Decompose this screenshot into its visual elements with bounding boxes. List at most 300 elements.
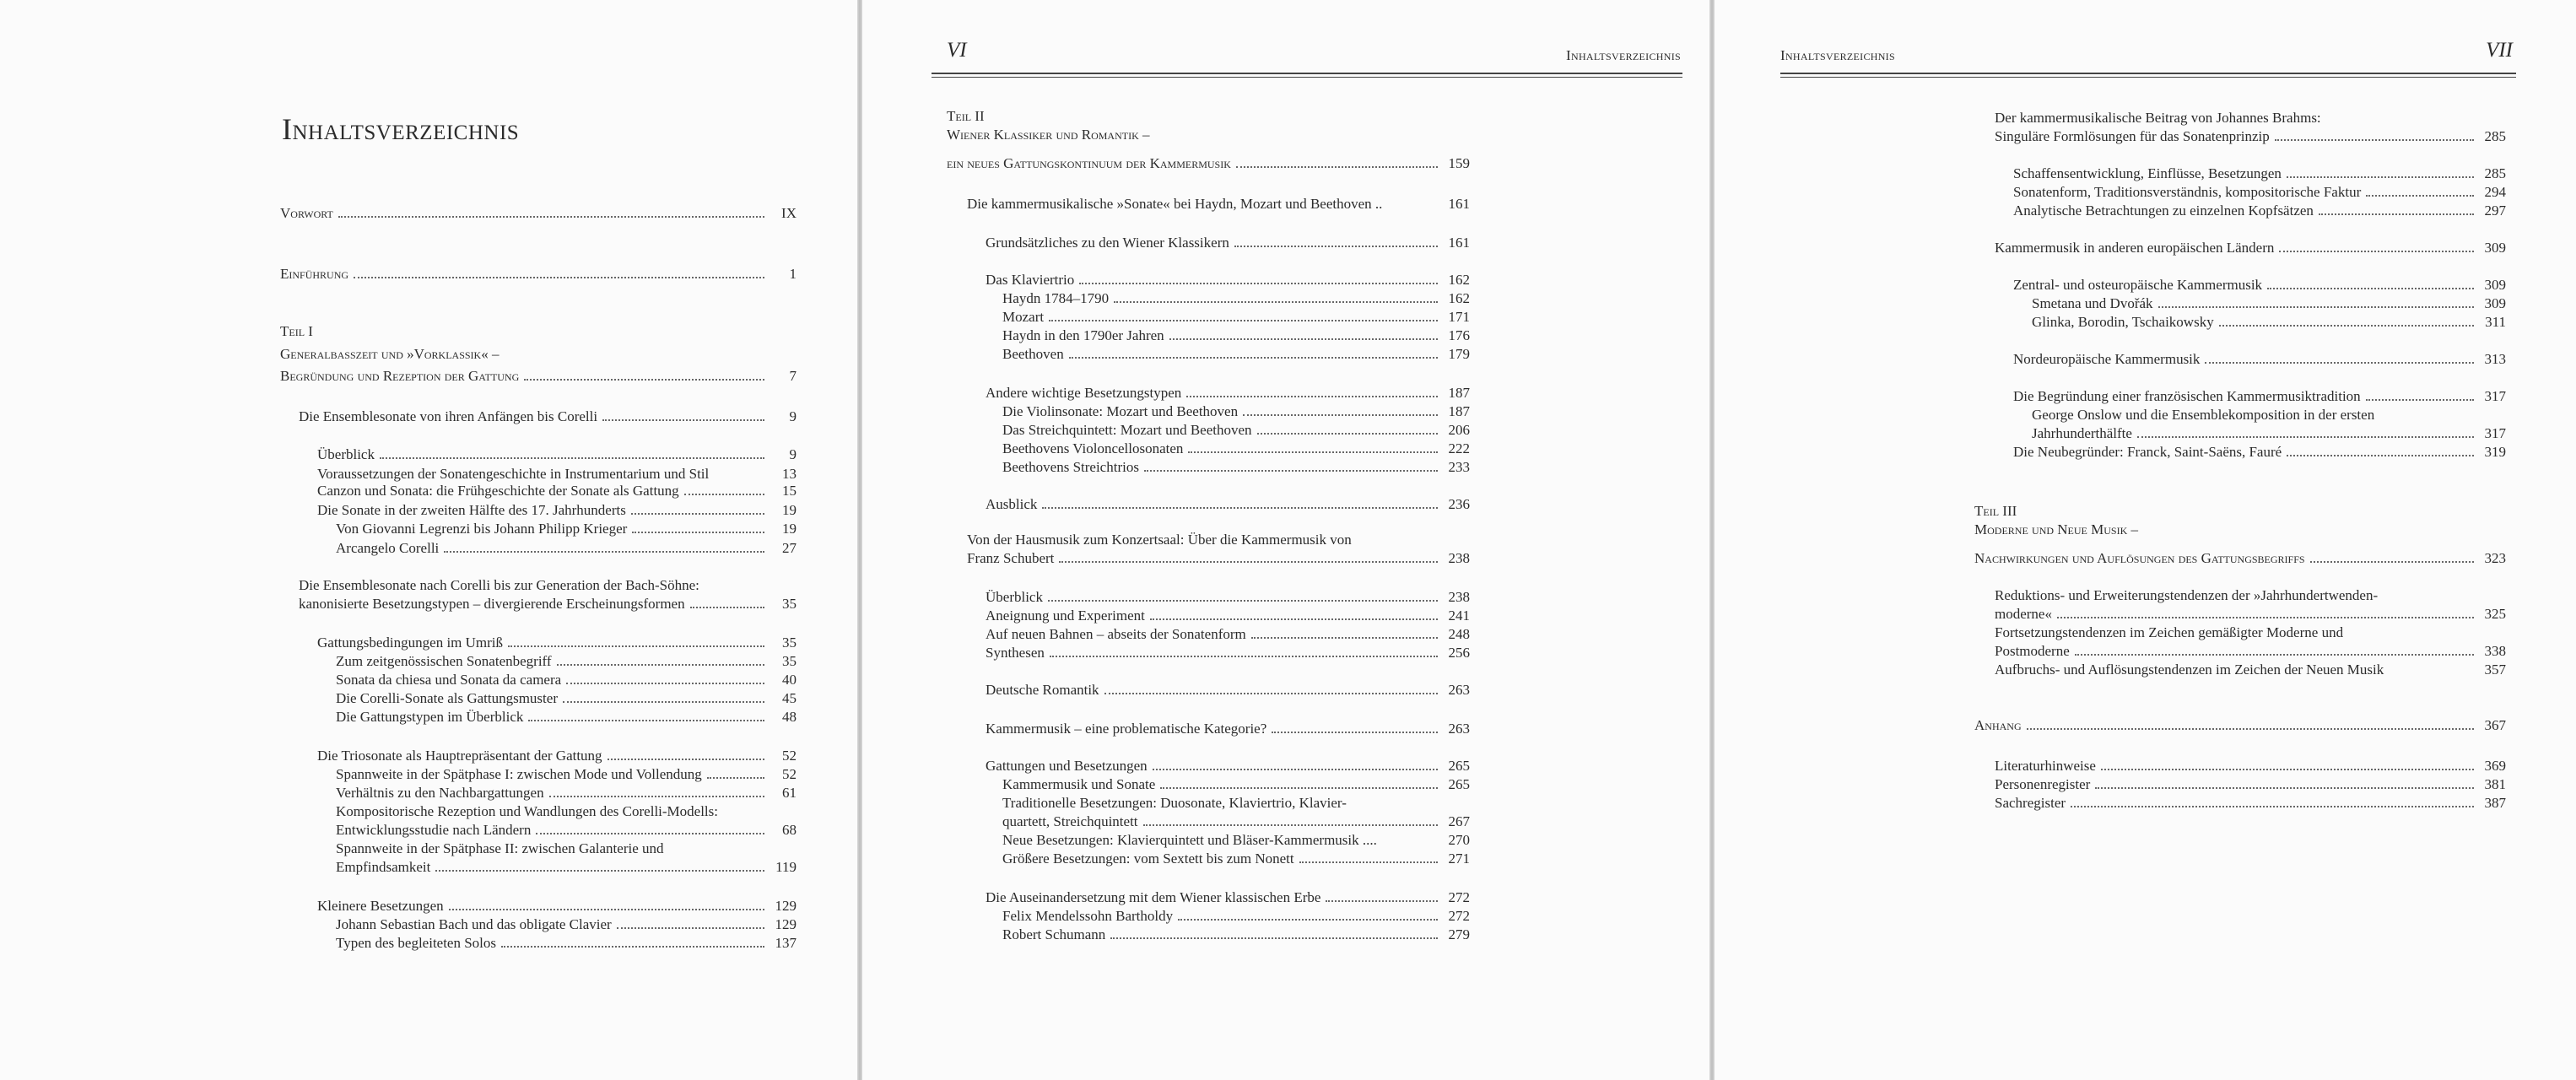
toc-entry-title: Grundsätzliches zu den Wiener Klassikern <box>986 235 1229 251</box>
dot-leader <box>608 759 764 760</box>
toc-entry-page: 248 <box>1448 626 1470 642</box>
toc-entry-title: Das Klaviertrio <box>986 272 1075 288</box>
toc-entry <box>1995 795 2506 813</box>
toc-entry-title: Gattungsbedingungen im Umriß <box>317 634 504 651</box>
toc-entry-title: Beethoven <box>1002 346 1064 362</box>
toc-entry <box>1995 202 2506 221</box>
toc-entry-page: 1 <box>789 266 797 282</box>
toc-entry-page: 297 <box>2484 202 2506 219</box>
toc-entry-title: Das Streichquintett: Mozart und Beethoven <box>1002 422 1252 438</box>
toc-entry-page: 35 <box>782 596 797 612</box>
toc-heading: Inhaltsverzeichnis <box>282 112 520 146</box>
running-title: Inhaltsverzeichnis <box>1780 47 1895 63</box>
toc-entry <box>1995 776 2506 795</box>
dot-leader <box>1059 561 1438 563</box>
dot-leader <box>1143 824 1438 826</box>
toc-entry-title: Beethovens Violoncellosonaten <box>1002 440 1184 456</box>
toc-entry <box>1995 240 2506 258</box>
toc-entry-page: 129 <box>775 898 797 914</box>
toc-entry <box>930 290 1470 309</box>
toc-entry <box>280 803 797 822</box>
dot-leader <box>2319 213 2474 215</box>
dot-leader <box>1178 919 1438 921</box>
toc-entry-page: 9 <box>789 446 797 462</box>
toc-entry-page: 61 <box>782 785 797 801</box>
toc-entry-title: Verhältnis zu den Nachbargattungen <box>336 785 544 801</box>
toc-entry <box>280 346 797 364</box>
toc-entry-title: Die Gattungstypen im Überblick <box>336 709 524 725</box>
dot-leader <box>2267 288 2474 289</box>
dot-leader <box>2366 399 2474 401</box>
toc-entry-title: Überblick <box>986 589 1043 605</box>
toc-entry-page: 325 <box>2484 606 2506 622</box>
dot-leader <box>1153 769 1438 770</box>
toc-entry-title: moderne« <box>1995 606 2052 622</box>
toc-entry-page: 317 <box>2484 388 2506 404</box>
toc-page-2 <box>862 0 1709 1080</box>
toc-entry-title: Zentral- und osteuropäische Kammermusik <box>2013 277 2263 293</box>
toc-entry-page: 187 <box>1448 385 1470 401</box>
toc-entry-title: Begründung und Rezeption der Gattung <box>280 368 520 384</box>
dot-leader <box>2137 436 2474 438</box>
dot-leader <box>1251 637 1438 639</box>
toc-entry-title: Auf neuen Bahnen – abseits der Sonatenform <box>986 626 1246 642</box>
toc-entry-title: Beethovens Streichtrios <box>1002 459 1139 475</box>
toc-entry <box>930 626 1470 645</box>
toc-entry-title: Die Triosonate als Hauptrepräsentant der Gattung <box>317 748 602 764</box>
toc-entry-title: Kammermusik – eine problematische Kategorie? <box>986 721 1267 737</box>
toc-entry-title: Empfindsamkeit <box>336 859 431 875</box>
toc-entry <box>1995 388 2506 407</box>
dot-leader <box>690 607 764 608</box>
toc-entry <box>280 672 797 690</box>
dot-leader <box>2101 769 2474 770</box>
toc-entry <box>280 368 797 386</box>
dot-leader <box>684 494 764 495</box>
toc-entry-page: 241 <box>1448 608 1470 624</box>
toc-entry <box>1995 758 2506 776</box>
toc-entry-page: 162 <box>1448 272 1470 288</box>
dot-leader <box>1257 433 1438 435</box>
toc-entry-title: Fortsetzungstendenzen im Zeichen gemäßigter Moderne und <box>1995 624 2344 640</box>
toc-entry <box>280 466 797 484</box>
toc-entry <box>930 889 1470 908</box>
dot-leader <box>1243 414 1438 416</box>
toc-entry <box>280 408 797 427</box>
dot-leader <box>1326 900 1438 902</box>
toc-entry <box>930 108 1470 127</box>
toc-entry <box>930 850 1470 869</box>
toc-entry-page: 238 <box>1448 589 1470 605</box>
toc-entry-title: Wiener Klassiker und Romantik – <box>947 127 1150 143</box>
toc-entry <box>1995 643 2506 662</box>
toc-entry <box>1995 277 2506 295</box>
toc-entry <box>1974 503 2506 521</box>
toc-entry <box>280 446 797 465</box>
toc-entry-page: 27 <box>782 540 797 556</box>
toc-entry <box>1974 550 2506 569</box>
dot-leader <box>2287 455 2474 456</box>
toc-entry <box>280 502 797 521</box>
toc-entry <box>930 272 1470 290</box>
toc-entry <box>1995 295 2506 314</box>
toc-entry-page: 311 <box>2485 314 2506 330</box>
toc-entry-title: Die Begründung einer französischen Kammermusiktradition <box>2013 388 2361 404</box>
page-folio: VII <box>2486 39 2513 62</box>
dot-leader <box>1049 320 1438 321</box>
toc-entry-page: IX <box>781 205 797 221</box>
dot-leader <box>1069 357 1438 359</box>
toc-entry-title: Andere wichtige Besetzungstypen <box>986 385 1182 401</box>
dot-leader <box>1186 396 1438 397</box>
dot-leader <box>1169 338 1438 340</box>
toc-entry-page: 285 <box>2484 165 2506 181</box>
toc-entry-page: 323 <box>2484 550 2506 566</box>
toc-entry-page: 263 <box>1448 721 1470 737</box>
toc-entry-title: Deutsche Romantik <box>986 682 1099 698</box>
toc-entry-page: 369 <box>2484 758 2506 774</box>
toc-entry-page: 270 <box>1448 832 1470 848</box>
toc-entry-page: 137 <box>775 935 797 951</box>
toc-entry <box>1995 444 2506 462</box>
dot-leader <box>2310 561 2474 563</box>
toc-entry <box>280 916 797 935</box>
toc-entry-title: Aufbruchs- und Auflösungstendenzen im Zeichen der Neuen Musik <box>1995 662 2384 678</box>
toc-entry <box>930 908 1470 926</box>
toc-entry <box>930 832 1470 850</box>
dot-leader <box>631 513 764 515</box>
toc-entry-title: Teil III <box>1974 503 2017 519</box>
dot-leader <box>2366 195 2474 197</box>
toc-entry <box>1995 184 2506 202</box>
toc-entry-page: 222 <box>1448 440 1470 456</box>
toc-entry-title: Glinka, Borodin, Tschaikowsky <box>2032 314 2214 330</box>
toc-entry-title: Teil II <box>947 108 985 124</box>
toc-entry-title: Größere Besetzungen: vom Sextett bis zum Nonett <box>1002 850 1294 867</box>
toc-entry <box>1995 110 2506 128</box>
dot-leader <box>1079 283 1438 284</box>
toc-entry <box>280 766 797 785</box>
toc-entry <box>930 682 1470 700</box>
toc-entry-page: 313 <box>2484 351 2506 367</box>
toc-entry <box>280 709 797 727</box>
toc-entry <box>930 721 1470 739</box>
toc-entry-title: Gattungen und Besetzungen <box>986 758 1148 774</box>
toc-entry-title: Canzon und Sonata: die Frühgeschichte der Sonate als Gattung <box>317 483 679 499</box>
toc-entry <box>1995 662 2506 680</box>
toc-entry <box>280 898 797 916</box>
toc-entry-title: Spannweite in der Spätphase I: zwischen Mode und Vollendung <box>336 766 702 782</box>
dot-leader <box>1188 451 1438 453</box>
toc-entry-title: Ausblick <box>986 496 1038 512</box>
toc-entry <box>280 935 797 953</box>
toc-entry-title: Reduktions- und Erweiterungstendenzen der »Jahrhundertwenden- <box>1995 587 2379 603</box>
toc-entry-page: 271 <box>1448 850 1470 867</box>
dot-leader <box>2275 139 2474 141</box>
toc-entry-title: Moderne und Neue Musik – <box>1974 521 2138 537</box>
toc-entry-page: 159 <box>1448 155 1470 171</box>
toc-entry-title: Spannweite in der Spätphase II: zwischen Galanterie und <box>336 840 664 856</box>
toc-entry-page: 35 <box>782 634 797 651</box>
toc-entry <box>930 403 1470 422</box>
dot-leader <box>524 379 764 381</box>
toc-entry-title: Generalbasszeit und »Vorklassik« – <box>280 346 500 362</box>
toc-entry-title: Johann Sebastian Bach und das obligate Clavier <box>336 916 612 932</box>
toc-entry-page: 367 <box>2484 717 2506 733</box>
toc-entry-title: Voraussetzungen der Sonatengeschichte in Instrumentarium und Stil <box>317 466 710 482</box>
toc-entry-title: Analytische Betrachtungen zu einzelnen Kopfsätzen <box>2013 202 2314 219</box>
toc-entry-title: Synthesen <box>986 645 1045 661</box>
toc-entry <box>280 521 797 539</box>
toc-entry-page: 187 <box>1448 403 1470 419</box>
toc-entry-page: 52 <box>782 766 797 782</box>
toc-entry <box>1995 128 2506 147</box>
dot-leader <box>602 419 764 421</box>
toc-entry <box>280 634 797 653</box>
toc-entry-title: Die Neubegründer: Franck, Saint-Saëns, Fauré <box>2013 444 2282 460</box>
toc-entry-title: Anhang <box>1974 717 2022 733</box>
dot-leader <box>2279 251 2474 252</box>
running-header <box>932 39 1682 74</box>
toc-entry <box>280 540 797 559</box>
toc-entry-page: 206 <box>1448 422 1470 438</box>
toc-entry-page: 238 <box>1448 550 1470 566</box>
toc-entry-page: 161 <box>1448 196 1470 212</box>
dot-leader <box>380 457 764 459</box>
dot-leader <box>557 664 764 666</box>
toc-entry-title: Die Sonate in der zweiten Hälfte des 17. Jahrhunderts <box>317 502 626 518</box>
toc-entry-title: Aneignung und Experiment <box>986 608 1145 624</box>
dot-leader <box>1160 787 1438 789</box>
toc-entry <box>930 608 1470 626</box>
toc-entry <box>1995 407 2506 425</box>
toc-entry-title: Sachregister <box>1995 795 2066 811</box>
dot-leader <box>536 833 764 834</box>
dot-leader <box>2075 654 2474 656</box>
dot-leader <box>632 532 764 533</box>
toc-entry <box>280 690 797 709</box>
dot-leader <box>566 683 764 684</box>
toc-entry-title: Von Giovanni Legrenzi bis Johann Philipp Krieger <box>336 521 628 537</box>
toc-entry-page: 279 <box>1448 926 1470 942</box>
toc-entry-title: quartett, Streichquintett <box>1002 813 1138 829</box>
page-folio: VI <box>947 39 967 62</box>
dot-leader <box>2158 306 2474 308</box>
toc-entry <box>930 235 1470 253</box>
toc-entry-page: 162 <box>1448 290 1470 306</box>
dot-leader <box>1104 693 1438 694</box>
toc-entry-title: George Onslow und die Ensemblekomposition in der ersten <box>2032 407 2375 423</box>
dot-leader <box>1110 937 1438 939</box>
toc-entry-title: Kammermusik in anderen europäischen Ländern <box>1995 240 2275 256</box>
toc-entry <box>930 327 1470 346</box>
toc-entry <box>930 550 1470 569</box>
toc-entry <box>930 532 1470 550</box>
toc-entry-title: Singuläre Formlösungen für das Sonatenprinzip <box>1995 128 2270 144</box>
toc-entry <box>930 385 1470 403</box>
toc-entry-page: 319 <box>2484 444 2506 460</box>
dot-leader <box>707 777 764 779</box>
toc-entry <box>1974 717 2506 736</box>
dot-leader <box>549 796 764 797</box>
toc-entry <box>280 840 797 859</box>
toc-entry-title: ein neues Gattungskontinuum der Kammermusik <box>947 155 1231 171</box>
toc-entry <box>280 596 797 614</box>
toc-entry <box>280 483 797 501</box>
dot-leader <box>338 216 764 218</box>
toc-entry <box>930 496 1470 515</box>
toc-entry-title: Zum zeitgenössischen Sonatenbegriff <box>336 653 552 669</box>
toc-entry-title: Felix Mendelssohn Bartholdy <box>1002 908 1174 924</box>
toc-entry-title: Kompositorische Rezeption und Wandlungen des Corelli-Modells: <box>336 803 718 819</box>
dot-leader <box>2205 362 2474 364</box>
dot-leader <box>1299 861 1438 863</box>
toc-entry <box>280 785 797 803</box>
toc-entry-page: 256 <box>1448 645 1470 661</box>
toc-entry-page: 357 <box>2484 662 2506 678</box>
toc-entry-title: Die Ensemblesonate von ihren Anfängen bis Corelli <box>299 408 598 424</box>
dot-leader <box>2057 617 2474 618</box>
toc-entry <box>930 155 1470 174</box>
toc-entry-page: 387 <box>2484 795 2506 811</box>
toc-entry-page: 381 <box>2484 776 2506 792</box>
toc-entry <box>280 323 797 342</box>
toc-entry-page: 40 <box>782 672 797 688</box>
toc-entry-title: Die Corelli-Sonate als Gattungsmuster <box>336 690 558 706</box>
toc-entry-page: 171 <box>1448 309 1470 325</box>
toc-entry-page: 68 <box>782 822 797 838</box>
dot-leader <box>435 870 764 872</box>
toc-entry <box>1995 624 2506 643</box>
toc-entry <box>930 309 1470 327</box>
toc-entry-title: Vorwort <box>280 205 333 221</box>
toc-entry-page: 19 <box>782 521 797 537</box>
toc-entry-title: Entwicklungsstudie nach Ländern <box>336 822 532 838</box>
dot-leader <box>528 720 764 721</box>
toc-entry-page: 267 <box>1448 813 1470 829</box>
toc-entry-title: Kleinere Besetzungen <box>317 898 444 914</box>
toc-entry-title: Nordeuropäische Kammermusik <box>2013 351 2201 367</box>
dot-leader <box>501 946 764 948</box>
dot-leader <box>2287 176 2474 178</box>
toc-entry-title: Teil I <box>280 323 313 339</box>
toc-entry <box>930 196 1470 214</box>
toc-entry <box>1974 521 2506 540</box>
toc-entry-title: Nachwirkungen und Auflösungen des Gattungsbegriffs <box>1974 550 2305 566</box>
toc-entry-title: Personenregister <box>1995 776 2091 792</box>
toc-entry-title: Einführung <box>280 266 349 282</box>
toc-entry-title: Überblick <box>317 446 375 462</box>
toc-entry <box>280 577 797 596</box>
toc-entry-page: 285 <box>2484 128 2506 144</box>
dot-leader <box>1114 301 1438 303</box>
toc-entry-title: Mozart <box>1002 309 1045 325</box>
toc-page-1 <box>0 0 857 1080</box>
dot-leader <box>444 551 764 553</box>
toc-entry <box>930 926 1470 945</box>
toc-entry <box>1995 165 2506 184</box>
toc-entry <box>930 127 1470 145</box>
dot-leader <box>1050 656 1438 657</box>
toc-entry-page: 317 <box>2484 425 2506 441</box>
toc-entry-page: 309 <box>2484 240 2506 256</box>
toc-entry-title: Die Ensemblesonate nach Corelli bis zur Generation der Bach-Söhne: <box>299 577 699 593</box>
toc-entry <box>280 748 797 766</box>
dot-leader <box>2095 787 2474 789</box>
toc-entry-title: Franz Schubert <box>967 550 1055 566</box>
toc-entry <box>930 589 1470 608</box>
toc-entry-title: Von der Hausmusik zum Konzertsaal: Über die Kammermusik von <box>967 532 1352 548</box>
dot-leader <box>1150 618 1438 620</box>
toc-entry <box>1995 587 2506 606</box>
dot-leader <box>2219 325 2474 327</box>
dot-leader <box>508 645 764 647</box>
toc-entry-title: Sonata da chiesa und Sonata da camera <box>336 672 562 688</box>
toc-entry-page: 176 <box>1448 327 1470 343</box>
toc-entry-page: 7 <box>789 368 797 384</box>
toc-entry <box>930 758 1470 776</box>
toc-entry-title: Robert Schumann <box>1002 926 1106 942</box>
toc-entry-title: kanonisierte Besetzungstypen – divergierende Erscheinungsformen <box>299 596 685 612</box>
toc-entry-page: 15 <box>782 483 797 499</box>
dot-leader <box>2027 728 2474 730</box>
toc-entry <box>280 653 797 672</box>
toc-entry <box>1995 314 2506 332</box>
toc-entry-page: 309 <box>2484 277 2506 293</box>
toc-page-3 <box>1715 0 2576 1080</box>
dot-leader <box>2071 806 2474 807</box>
toc-entry-page: 338 <box>2484 643 2506 659</box>
toc-entry-title: Die Violinsonate: Mozart und Beethoven <box>1002 403 1239 419</box>
toc-entry-title: Sonatenform, Traditionsverständnis, kompositorische Faktur <box>2013 184 2362 200</box>
dot-leader <box>617 927 764 929</box>
toc-entry-title: Jahrhunderthälfte <box>2032 425 2132 441</box>
toc-entry-page: 179 <box>1448 346 1470 362</box>
toc-entry-page: 161 <box>1448 235 1470 251</box>
toc-entry <box>930 459 1470 478</box>
toc-entry <box>280 822 797 840</box>
toc-entry-page: 45 <box>782 690 797 706</box>
toc-entry-page: 119 <box>775 859 797 875</box>
toc-entry-page: 35 <box>782 653 797 669</box>
toc-entry-title: Haydn 1784–1790 <box>1002 290 1110 306</box>
toc-entry-title: Die kammermusikalische »Sonate« bei Haydn, Mozart und Beethoven .. <box>967 196 1383 212</box>
toc-entry-title: Haydn in den 1790er Jahren <box>1002 327 1164 343</box>
running-title: Inhaltsverzeichnis <box>1566 47 1681 63</box>
dot-leader <box>563 701 764 703</box>
toc-entry-page: 52 <box>782 748 797 764</box>
toc-entry <box>1995 351 2506 370</box>
toc-entry-title: Der kammermusikalische Beitrag von Johannes Brahms: <box>1995 110 2321 126</box>
toc-entry-page: 294 <box>2484 184 2506 200</box>
toc-entry-title: Postmoderne <box>1995 643 2070 659</box>
toc-entry-title: Typen des begleiteten Solos <box>336 935 497 951</box>
toc-entry-page: 309 <box>2484 295 2506 311</box>
toc-entry-page: 233 <box>1448 459 1470 475</box>
toc-entry-title: Schaffensentwicklung, Einflüsse, Besetzungen <box>2013 165 2282 181</box>
running-header <box>1780 39 2516 74</box>
toc-entry-title: Die Auseinandersetzung mit dem Wiener klassischen Erbe <box>986 889 1321 905</box>
toc-entry <box>930 645 1470 663</box>
toc-entry <box>280 205 797 224</box>
toc-entry <box>1995 425 2506 444</box>
toc-entry-page: 272 <box>1448 889 1470 905</box>
toc-entry-page: 236 <box>1448 496 1470 512</box>
toc-entry-page: 13 <box>782 466 797 482</box>
dot-leader <box>1048 600 1438 602</box>
toc-entry-title: Smetana und Dvořák <box>2032 295 2153 311</box>
dot-leader <box>1042 507 1438 509</box>
